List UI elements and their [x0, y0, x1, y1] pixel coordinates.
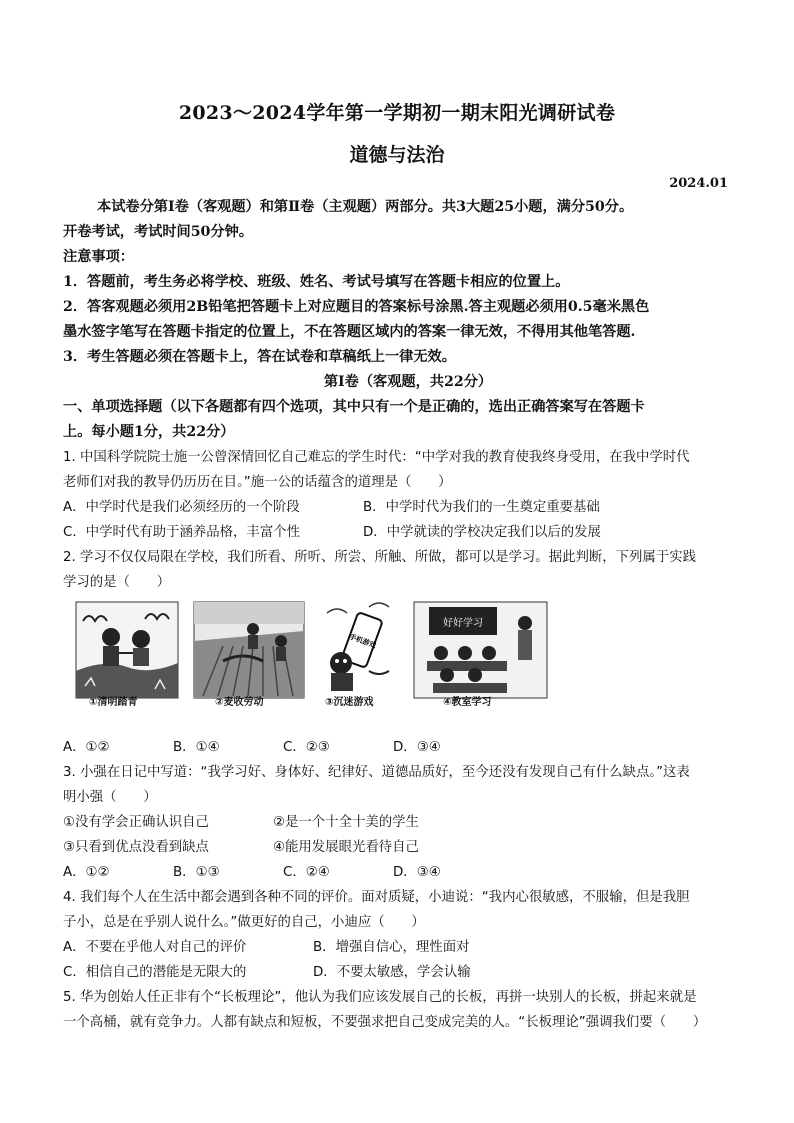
q3-statement-3: ③只看到优点没看到缺点	[63, 840, 209, 855]
q4-option-d: D．不要太敏感，学会认输	[313, 965, 471, 980]
q3-options-row	[63, 860, 753, 885]
q1-option-b: B．中学时代为我们的一生奠定重要基础	[363, 500, 600, 515]
exam-date: 2024.01	[669, 176, 728, 191]
q2-caption-1: ①清明踏青	[89, 697, 138, 708]
intro-line-1: 本试卷分第Ⅰ卷（客观题）和第Ⅱ卷（主观题）两部分。共3大题25小题，满分50分。	[97, 199, 634, 215]
part1-heading: 第Ⅰ卷（客观题，共22分）	[323, 374, 493, 390]
notice-1: 1．答题前，考生务必将学校、班级、姓名、考试号填写在答题卡相应的位置上。	[63, 274, 570, 290]
q1-options-row-2	[63, 520, 753, 545]
q3-statements-row-2	[63, 835, 753, 860]
q1-option-d: D．中学就读的学校决定我们以后的发展	[363, 525, 601, 540]
q2-stem-1: 2. 学习不仅仅局限在学校，我们所看、所听、所尝、所触、所做，都可以是学习。据此判断，下列属于实践	[63, 550, 696, 565]
notice-3: 3．考生答题必须在答题卡上，答在试卷和草稿纸上一律无效。	[63, 349, 456, 365]
q4-option-c: C．相信自己的潜能是无限大的	[63, 965, 247, 980]
q2-picture-4	[413, 601, 548, 708]
q3-option-a: A．①②	[63, 865, 110, 880]
blackboard-text: 好好学习	[443, 618, 483, 629]
q2-option-a: A．①②	[63, 740, 110, 755]
q2-picture-2	[193, 601, 305, 708]
q2-picture-1	[75, 601, 179, 708]
exam-title: 2023～2024学年第一学期初一期末阳光调研试卷	[178, 102, 616, 124]
game-illustration	[319, 601, 399, 699]
notice-2-cont: 墨水签字笔写在答题卡指定的位置上，不在答题区域内的答案一律无效，不得用其他笔答题.	[63, 324, 636, 340]
intro-line-2: 开卷考试，考试时间50分钟。	[63, 224, 253, 240]
q2-caption-4: ④教室学习	[443, 697, 492, 708]
q3-stem-2: 明小强（ ）	[63, 790, 157, 805]
q3-option-c: C．②④	[283, 865, 330, 880]
game-phone-text: 手机游戏	[348, 632, 378, 650]
q2-option-b: B．①④	[173, 740, 220, 755]
q3-statement-1: ①没有学会正确认识自己	[63, 815, 209, 830]
q3-statements-row-1	[63, 810, 753, 835]
q2-option-d: D．③④	[393, 740, 441, 755]
q2-caption-2: ②麦收劳动	[215, 697, 264, 708]
q5-stem-2: 一个高桶，就有竞争力。人都有缺点和短板，不要强求把自己变成完美的人。“长板理论”强调我们要（ ）	[63, 1015, 707, 1030]
notice-2: 2．答客观题必须用2B铅笔把答题卡上对应题目的答案标号涂黑.答主观题必须用0.5毫米黑色	[63, 299, 650, 315]
q3-statement-2: ②是一个十全十美的学生	[273, 815, 419, 830]
q5-stem-1: 5. 华为创始人任正非有个“长板理论”，他认为我们应该发展自己的长板，再拼一块别人的长板，拼起来就是	[63, 990, 697, 1005]
q3-option-b: B．①③	[173, 865, 220, 880]
section-heading-2: 上。每小题1分，共22分）	[63, 424, 235, 440]
q4-stem-1: 4. 我们每个人在生活中都会遇到各种不同的评价。面对质疑，小迪说：“我内心很敏感，不服输，但是我胆	[63, 890, 690, 905]
classroom-illustration	[413, 601, 548, 699]
q3-option-d: D．③④	[393, 865, 441, 880]
q3-statement-4: ④能用发展眼光看待自己	[273, 840, 419, 855]
q4-option-a: A．不要在乎他人对自己的评价	[63, 940, 247, 955]
q3-stem-1: 3. 小强在日记中写道：“我学习好、身体好、纪律好、道德品质好，至今还没有发现自己有什么缺点。”这表	[63, 765, 690, 780]
q1-option-c: C．中学时代有助于涵养品格，丰富个性	[63, 525, 300, 540]
q1-options-row-1	[63, 495, 753, 520]
subject-title: 道德与法治	[349, 144, 445, 166]
exam-body	[63, 195, 753, 1035]
outing-illustration	[75, 601, 179, 699]
q4-options-row-1	[63, 935, 753, 960]
q2-options-row	[63, 735, 753, 760]
section-heading-1: 一、单项选择题（以下各题都有四个选项，其中只有一个是正确的，选出正确答案写在答题卡	[63, 399, 645, 415]
q2-picture-3	[319, 601, 399, 708]
q4-option-b: B．增强自信心，理性面对	[313, 940, 470, 955]
q2-stem-2: 学习的是（ ）	[63, 575, 171, 590]
q2-picture-strip	[63, 595, 753, 735]
q1-stem-2: 老师们对我的教导仍历历在目。”施一公的话蕴含的道理是（ ）	[63, 475, 452, 490]
q4-stem-2: 子小，总是在乎别人说什么。”做更好的自己，小迪应（ ）	[63, 915, 425, 930]
q2-caption-3: ③沉迷游戏	[325, 697, 374, 708]
q1-option-a: A．中学时代是我们必须经历的一个阶段	[63, 500, 300, 515]
harvest-illustration	[193, 601, 305, 699]
q4-options-row-2	[63, 960, 753, 985]
q2-option-c: C．②③	[283, 740, 330, 755]
q1-stem-1: 1. 中国科学院院士施一公曾深情回忆自己难忘的学生时代：“中学对我的教育使我终身受用，在我中学时代	[63, 450, 690, 465]
notice-title: 注意事项：	[63, 249, 134, 265]
